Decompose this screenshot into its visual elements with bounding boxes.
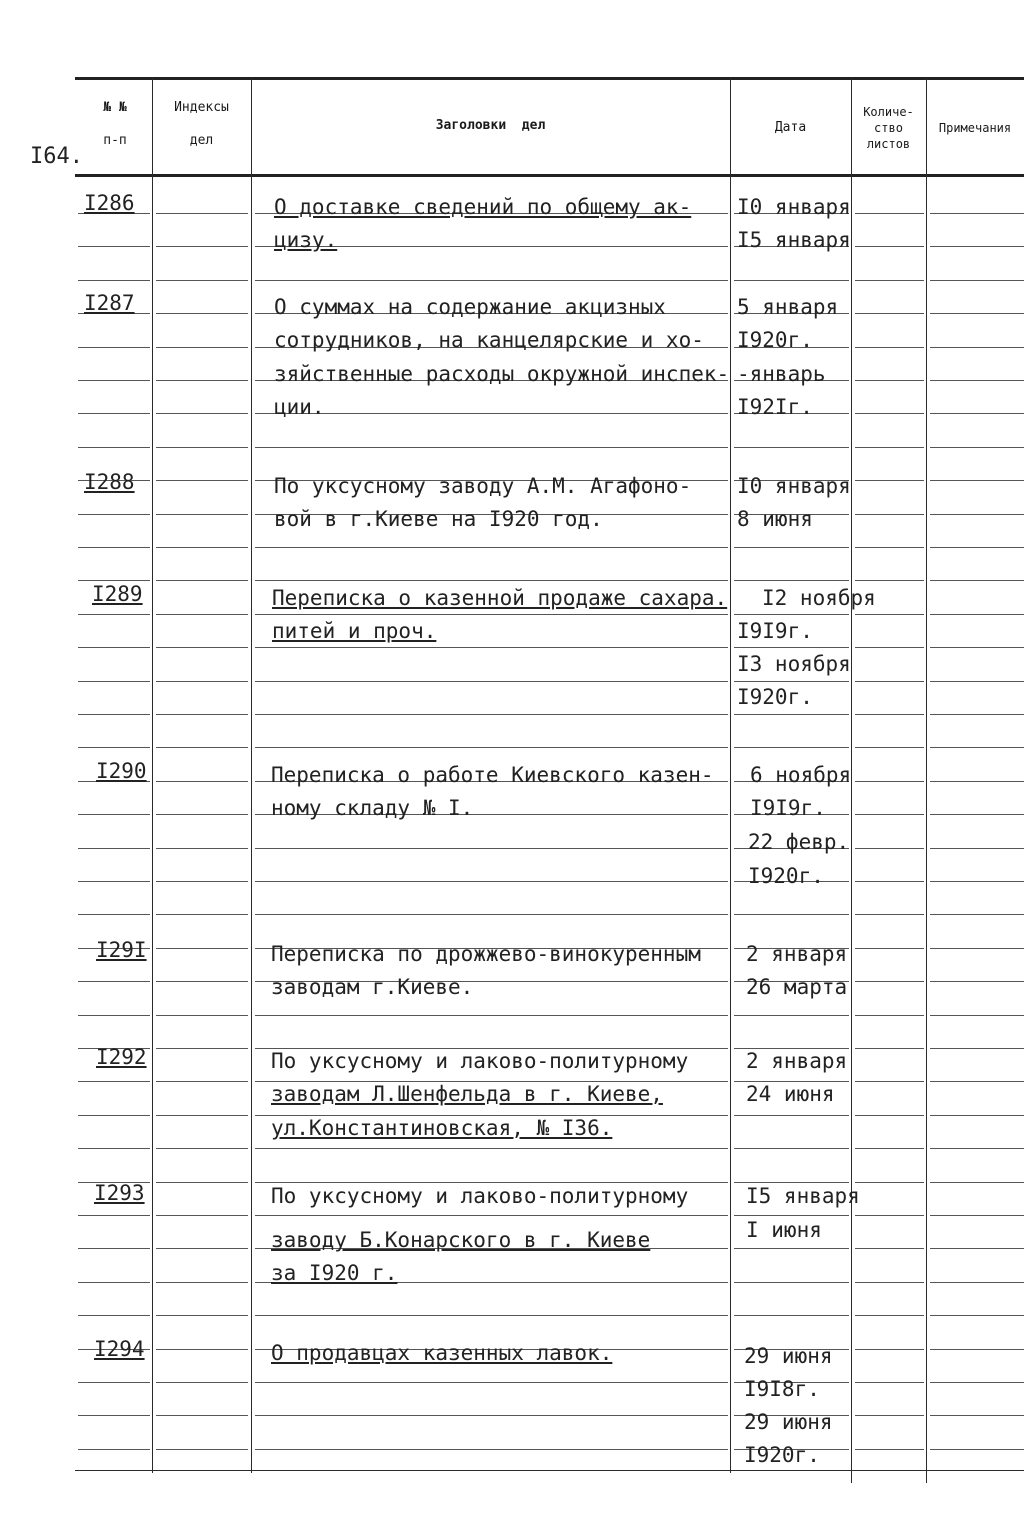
ruled-line <box>255 580 728 581</box>
ruled-line <box>156 1182 248 1183</box>
bottom-border <box>75 1470 1024 1471</box>
ruled-line <box>855 814 924 815</box>
entry-title-line: цизу. <box>274 228 338 252</box>
entry-date-line: 8 июня <box>737 507 813 531</box>
ruled-line <box>855 514 924 515</box>
entry-number: I29I <box>96 938 147 962</box>
header-count-3: листов <box>866 137 911 151</box>
ruled-line <box>734 647 849 648</box>
ruled-line <box>855 413 924 414</box>
ruled-line <box>78 614 150 615</box>
header-index-top: Индексы <box>174 100 229 115</box>
ruled-line <box>855 914 924 915</box>
ruled-line <box>156 948 248 949</box>
ruled-line <box>930 1315 1024 1316</box>
ruled-line <box>930 781 1024 782</box>
entry-number: I286 <box>84 191 135 215</box>
ruled-line <box>156 848 248 849</box>
ruled-line <box>734 747 849 748</box>
ruled-line <box>734 681 849 682</box>
ruled-line <box>930 480 1024 481</box>
entry-date-line: 22 февр. <box>748 830 850 854</box>
entry-number: I287 <box>84 291 135 315</box>
ruled-line <box>855 213 924 214</box>
header-date: Дата <box>774 120 807 135</box>
ruled-line <box>156 1248 248 1249</box>
ruled-line <box>255 1015 728 1016</box>
ruled-line <box>855 747 924 748</box>
ruled-line <box>930 1015 1024 1016</box>
ruled-line <box>78 380 150 381</box>
ruled-line <box>156 881 248 882</box>
entry-date-line: 29 июня <box>744 1410 833 1434</box>
ruled-line <box>930 1215 1024 1216</box>
ruled-line <box>78 1282 150 1283</box>
ruled-line <box>255 280 728 281</box>
ruled-line <box>734 1015 849 1016</box>
ruled-line <box>78 1415 150 1416</box>
ruled-line <box>78 714 150 715</box>
ruled-line <box>930 347 1024 348</box>
entry-date-line: 2 января <box>746 1049 848 1073</box>
ruled-line <box>855 1081 924 1082</box>
ruled-line <box>78 1382 150 1383</box>
ruled-line <box>156 280 248 281</box>
ruled-line <box>255 447 728 448</box>
col-divider-2 <box>251 78 252 1473</box>
ruled-line <box>255 647 728 648</box>
entry-title-line: О доставке сведений по общему ак- <box>274 195 692 219</box>
entry-date-line: I0 января <box>737 474 851 498</box>
ruled-line <box>255 1382 728 1383</box>
ruled-line <box>78 981 150 982</box>
header-notes: Примечания <box>938 121 1012 135</box>
ruled-line <box>855 1315 924 1316</box>
header-num-bottom: п-п <box>103 133 127 148</box>
entry-title-line: сотрудников, на канцелярские и хо- <box>274 328 704 352</box>
ruled-line <box>78 1081 150 1082</box>
ruled-line <box>855 1048 924 1049</box>
col-divider-1 <box>152 78 153 1473</box>
header-index-bottom: дел <box>189 133 214 148</box>
ruled-line <box>255 1148 728 1149</box>
entry-date-line: 29 июня <box>744 1344 833 1368</box>
entry-title-line: заводам г.Киеве. <box>271 975 474 999</box>
ruled-line <box>255 1315 728 1316</box>
ruled-line <box>156 1415 248 1416</box>
ruled-line <box>930 514 1024 515</box>
ruled-line <box>930 714 1024 715</box>
entry-title-line: ции. <box>274 395 325 419</box>
ruled-line <box>156 681 248 682</box>
entry-date-line: I5 января <box>737 228 851 252</box>
header-num-top: № № <box>103 100 127 115</box>
ruled-line <box>156 747 248 748</box>
ruled-line <box>78 1315 150 1316</box>
entry-date-line: I9I9г. <box>750 796 826 820</box>
entry-date-line: 26 марта <box>746 975 848 999</box>
ruled-line <box>855 981 924 982</box>
ruled-line <box>156 514 248 515</box>
ruled-line <box>255 681 728 682</box>
ruled-line <box>156 547 248 548</box>
entry-date-line: I2 ноября <box>762 586 876 610</box>
ruled-line <box>734 1115 849 1116</box>
ruled-line <box>156 580 248 581</box>
ruled-line <box>855 614 924 615</box>
entry-date-line: I3 ноября <box>737 652 851 676</box>
ruled-line <box>855 781 924 782</box>
ruled-line <box>855 681 924 682</box>
ruled-line <box>930 914 1024 915</box>
ruled-line <box>734 1315 849 1316</box>
ruled-line <box>930 447 1024 448</box>
ruled-line <box>78 447 150 448</box>
ruled-line <box>734 547 849 548</box>
entry-date-line: I920г. <box>748 864 824 888</box>
ruled-line <box>855 1115 924 1116</box>
ruled-line <box>156 981 248 982</box>
ruled-line <box>855 881 924 882</box>
entry-title-line: По уксусному заводу А.М. Агафоно- <box>274 474 692 498</box>
ruled-line <box>855 647 924 648</box>
ruled-line <box>855 1282 924 1283</box>
header-count-2: ство <box>874 121 903 135</box>
ruled-line <box>78 347 150 348</box>
ruled-line <box>734 580 849 581</box>
ruled-line <box>156 480 248 481</box>
ruled-line <box>255 1449 728 1450</box>
ruled-line <box>255 848 728 849</box>
ruled-line <box>156 347 248 348</box>
ruled-line <box>156 380 248 381</box>
ruled-line <box>156 1382 248 1383</box>
ruled-line <box>156 781 248 782</box>
ruled-line <box>855 1449 924 1450</box>
ruled-line <box>855 1248 924 1249</box>
ruled-line <box>734 1215 849 1216</box>
ruled-line <box>855 1215 924 1216</box>
ruled-line <box>156 1215 248 1216</box>
entry-title-line: ному складу № I. <box>271 796 474 820</box>
ruled-line <box>930 1048 1024 1049</box>
ruled-line <box>734 1248 849 1249</box>
ruled-line <box>855 1182 924 1183</box>
ruled-line <box>855 1415 924 1416</box>
ruled-line <box>78 514 150 515</box>
entry-number: I289 <box>92 582 143 606</box>
ruled-line <box>930 1449 1024 1450</box>
entry-number: I290 <box>96 759 147 783</box>
ruled-line <box>78 547 150 548</box>
ruled-line <box>78 280 150 281</box>
ruled-line <box>255 881 728 882</box>
ruled-line <box>156 1282 248 1283</box>
ruled-line <box>855 1148 924 1149</box>
ruled-line <box>930 1115 1024 1116</box>
ruled-line <box>734 447 849 448</box>
entry-title-line: О продавцах казенных лавок. <box>271 1341 613 1365</box>
header-title: Заголовки дел <box>435 118 546 133</box>
ruled-line <box>156 213 248 214</box>
entry-title-line: питей и проч. <box>272 619 437 643</box>
entry-date-line: I920г. <box>737 685 813 709</box>
ruled-line <box>255 547 728 548</box>
ruled-line <box>78 647 150 648</box>
ruled-line <box>930 380 1024 381</box>
entry-number: I294 <box>94 1337 145 1361</box>
ruled-line <box>855 580 924 581</box>
ruled-line <box>255 1415 728 1416</box>
ruled-line <box>156 1015 248 1016</box>
entry-date-line: I920г. <box>737 328 813 352</box>
ruled-line <box>255 413 728 414</box>
ruled-line <box>78 814 150 815</box>
ruled-line <box>930 881 1024 882</box>
ruled-line <box>930 1382 1024 1383</box>
ruled-line <box>930 681 1024 682</box>
entry-title-line: По уксусному и лаково-политурному <box>271 1049 689 1073</box>
ruled-line <box>930 747 1024 748</box>
entry-title-line: заводу Б.Конарского в г. Киеве <box>271 1228 651 1252</box>
ruled-line <box>930 1415 1024 1416</box>
ruled-line <box>855 347 924 348</box>
entry-number: I293 <box>94 1181 145 1205</box>
entry-title-line: за I920 г. <box>271 1261 398 1285</box>
ruled-line <box>930 1349 1024 1350</box>
ruled-line <box>930 1248 1024 1249</box>
top-border <box>75 77 1024 80</box>
ruled-line <box>156 1449 248 1450</box>
ruled-line <box>930 547 1024 548</box>
ruled-line <box>734 1148 849 1149</box>
entry-date-line: I июня <box>746 1218 822 1242</box>
ruled-line <box>734 1282 849 1283</box>
entry-title-line: заводам Л.Шенфельда в г. Киеве, <box>271 1082 663 1106</box>
entry-title-line: Переписка о казенной продаже сахара. <box>272 586 728 610</box>
entry-date-line: I0 января <box>737 195 851 219</box>
ruled-line <box>734 614 849 615</box>
entry-title-line: зяйственные расходы окружной инспек- <box>274 362 730 386</box>
header-count-1: Количе- <box>863 105 914 119</box>
ruled-line <box>734 914 849 915</box>
ruled-line <box>255 714 728 715</box>
header-bottom-border <box>75 174 1024 177</box>
ruled-line <box>930 647 1024 648</box>
ruled-line <box>156 814 248 815</box>
ruled-line <box>855 1015 924 1016</box>
ruled-line <box>855 280 924 281</box>
ruled-line <box>156 647 248 648</box>
ruled-line <box>78 914 150 915</box>
ruled-line <box>855 714 924 715</box>
ruled-line <box>855 948 924 949</box>
ruled-line <box>855 848 924 849</box>
ruled-line <box>734 714 849 715</box>
ruled-line <box>78 681 150 682</box>
ruled-line <box>930 280 1024 281</box>
ruled-line <box>156 1349 248 1350</box>
ruled-line <box>930 948 1024 949</box>
ruled-line <box>78 848 150 849</box>
entry-date-line: 6 ноября <box>750 763 852 787</box>
entry-title-line: ул.Константиновская, № I36. <box>271 1116 613 1140</box>
entry-title-line: По уксусному и лаково-политурному <box>271 1184 689 1208</box>
ruled-line <box>734 280 849 281</box>
entry-date-line: 2 января <box>746 942 848 966</box>
entry-date-line: I9I9г. <box>737 619 813 643</box>
col-divider-3 <box>730 78 731 1473</box>
ruled-line <box>930 213 1024 214</box>
entry-title-line: вой в г.Киеве на I920 год. <box>274 507 603 531</box>
ruled-line <box>255 914 728 915</box>
ruled-line <box>855 380 924 381</box>
entry-date-line: 5 января <box>737 295 839 319</box>
ruled-line <box>855 246 924 247</box>
ruled-line <box>78 1248 150 1249</box>
ruled-line <box>78 246 150 247</box>
ruled-line <box>78 747 150 748</box>
entry-date-line: 24 июня <box>746 1082 835 1106</box>
ruled-line <box>255 1215 728 1216</box>
ruled-line <box>855 447 924 448</box>
ruled-line <box>156 246 248 247</box>
ruled-line <box>255 747 728 748</box>
ruled-line <box>156 1315 248 1316</box>
ruled-line <box>930 1282 1024 1283</box>
ruled-line <box>78 881 150 882</box>
entry-title-line: Переписка по дрожжево-винокуренным <box>271 942 701 966</box>
ruled-line <box>156 1115 248 1116</box>
entry-title-line: О суммах на содержание акцизных <box>274 295 666 319</box>
ruled-line <box>930 413 1024 414</box>
ruled-line <box>855 313 924 314</box>
ruled-line <box>855 1382 924 1383</box>
col-divider-5 <box>926 78 927 1483</box>
ruled-line <box>930 614 1024 615</box>
ruled-line <box>930 1182 1024 1183</box>
ruled-line <box>930 580 1024 581</box>
entry-number: I292 <box>96 1045 147 1069</box>
entry-title-line: Переписка о работе Киевского казен- <box>271 763 714 787</box>
ruled-line <box>78 1015 150 1016</box>
ruled-line <box>156 413 248 414</box>
ruled-line <box>255 614 728 615</box>
ruled-line <box>78 1115 150 1116</box>
ruled-line <box>156 614 248 615</box>
ruled-line <box>930 981 1024 982</box>
entry-date-line: I5 января <box>746 1184 860 1208</box>
ruled-line <box>78 1215 150 1216</box>
ruled-line <box>930 246 1024 247</box>
ruled-line <box>855 1349 924 1350</box>
ruled-line <box>156 1148 248 1149</box>
ruled-line <box>156 914 248 915</box>
ruled-line <box>156 313 248 314</box>
ruled-line <box>156 1048 248 1049</box>
ruled-line <box>156 447 248 448</box>
ruled-line <box>78 1449 150 1450</box>
ruled-line <box>855 547 924 548</box>
entry-date-line: I9I8г. <box>744 1377 820 1401</box>
ruled-line <box>156 714 248 715</box>
ruled-line <box>930 814 1024 815</box>
ruled-line <box>930 313 1024 314</box>
entry-date-line: I92Iг. <box>737 395 813 419</box>
page-number: I64. <box>30 144 83 169</box>
ruled-line <box>930 848 1024 849</box>
ruled-line <box>78 413 150 414</box>
ruled-line <box>930 1081 1024 1082</box>
ruled-line <box>156 1081 248 1082</box>
entry-date-line: I920г. <box>744 1443 820 1467</box>
ruled-line <box>855 480 924 481</box>
entry-number: I288 <box>84 470 135 494</box>
ruled-line <box>78 1148 150 1149</box>
ruled-line <box>930 1148 1024 1149</box>
entry-date-line: -январь <box>737 362 826 386</box>
